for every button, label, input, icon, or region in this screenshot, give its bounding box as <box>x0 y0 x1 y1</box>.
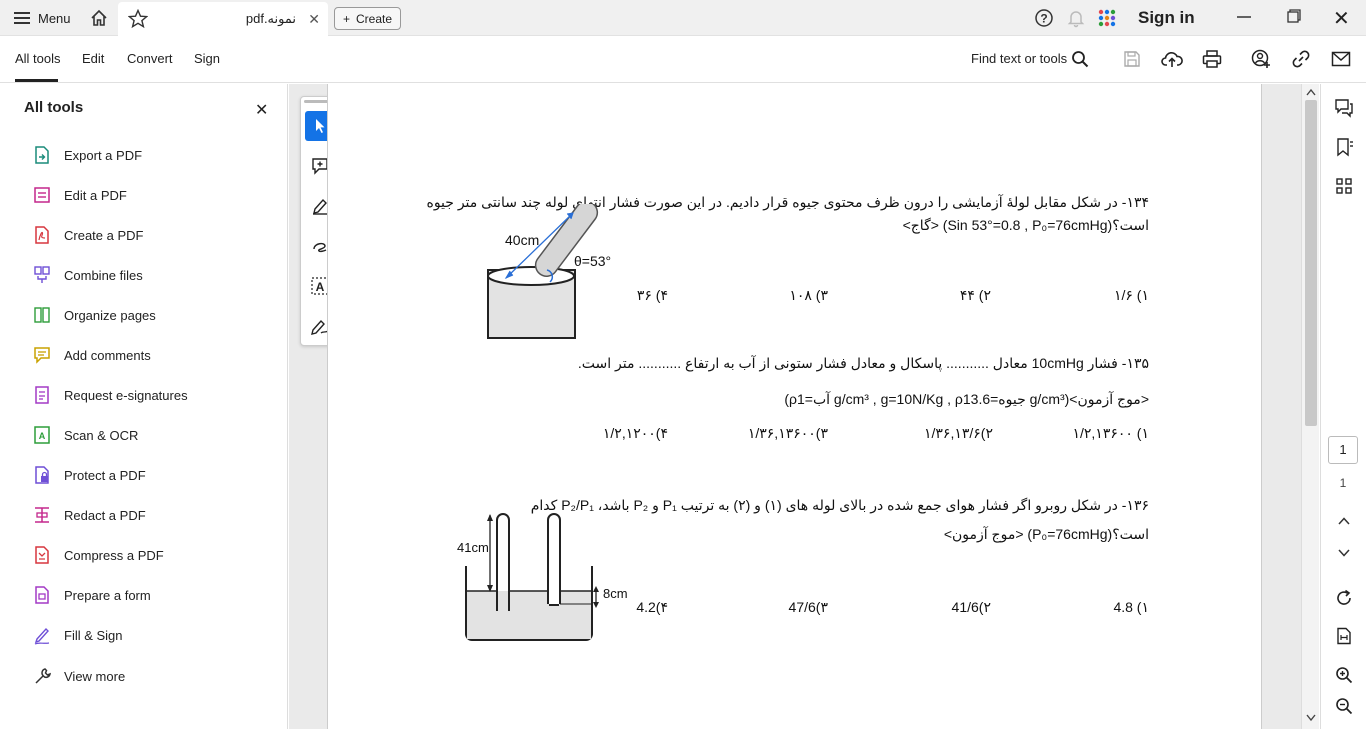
redact-pdf-icon <box>33 505 51 525</box>
comments-icon[interactable] <box>1333 97 1355 119</box>
q136-two-tubes-figure <box>456 506 636 646</box>
help-icon[interactable] <box>1034 8 1054 28</box>
print-icon[interactable] <box>1201 48 1223 70</box>
q136-option-1: ۱) 4.8 <box>1113 599 1149 615</box>
tool-label: Fill & Sign <box>64 627 123 643</box>
organize-pages-icon <box>33 305 51 325</box>
q136-option-2: ۲)41/6 <box>951 599 991 615</box>
title-bar <box>0 0 1366 36</box>
tool-label: Request e-signatures <box>64 387 188 403</box>
q136-line1: ۱۳۶- در شکل روبرو اگر فشار هوای جمع شده در بالای لوله های (۱) و (۲) به ترتیب P₁ و P₂ باشد، P₂/P₁ کدام <box>530 497 1149 513</box>
tool-label: Add comments <box>64 347 151 363</box>
fill-sign-icon <box>33 625 51 645</box>
main-toolbar <box>0 36 1366 83</box>
thumbnails-icon[interactable] <box>1333 175 1355 197</box>
total-pages: 1 <box>1339 476 1347 490</box>
tab-edit[interactable]: Edit <box>82 51 105 66</box>
scan-ocr-icon <box>33 425 51 445</box>
create-pdf-icon <box>33 225 51 245</box>
home-icon <box>90 9 108 27</box>
tool-create-pdf[interactable] <box>33 224 143 246</box>
apps-icon[interactable] <box>1098 9 1116 27</box>
document-tab[interactable] <box>118 2 328 36</box>
q134-option-4: ۴) ۳۶ <box>636 287 668 303</box>
document-viewport[interactable] <box>289 84 1301 729</box>
create-label: Create <box>356 11 393 26</box>
q136-option-3: ۳)47/6 <box>788 599 828 615</box>
next-page-icon[interactable] <box>1333 542 1355 564</box>
window-close-icon[interactable]: ✕ <box>1333 8 1350 30</box>
tool-add-comments[interactable] <box>33 344 151 366</box>
bookmarks-icon[interactable] <box>1333 136 1355 158</box>
combine-files-icon <box>33 265 51 285</box>
tool-fill-sign[interactable] <box>33 624 123 646</box>
q134-option-3: ۳) ۱۰۸ <box>789 287 828 303</box>
menu-label: Menu <box>38 10 71 26</box>
active-tab-indicator <box>15 79 58 82</box>
home-button[interactable] <box>86 6 112 30</box>
share-user-icon[interactable] <box>1250 48 1272 70</box>
tool-view-more[interactable] <box>33 665 125 687</box>
q134-line1: ۱۳۴- در شکل مقابل لولهٔ آزمایشی را درون ظرف محتوی جیوه قرار دادیم. در این صورت فشار انتهای لوله چند سانتی متر جیوه <box>426 194 1149 210</box>
link-icon[interactable] <box>1290 48 1312 70</box>
scroll-up-icon[interactable] <box>1306 88 1316 96</box>
zoom-out-icon[interactable] <box>1333 695 1355 717</box>
svg-text:?: ? <box>1040 11 1048 26</box>
search-icon[interactable] <box>1069 48 1091 70</box>
scroll-down-icon[interactable] <box>1306 714 1316 722</box>
q135-line1: ۱۳۵- فشار 10cmHg معادل ........... پاسکال و معادل فشار ستونی از آب به ارتفاع ........... متر است. <box>577 355 1149 371</box>
pdf-page <box>327 84 1262 729</box>
tab-title: نمونه.pdf <box>245 11 296 26</box>
upload-cloud-icon[interactable] <box>1161 48 1183 70</box>
tool-export-pdf[interactable] <box>33 144 142 166</box>
star-icon[interactable] <box>128 9 148 29</box>
tool-request-esignatures[interactable] <box>33 384 188 406</box>
tool-label: Combine files <box>64 267 143 283</box>
tool-protect-pdf[interactable] <box>33 464 146 486</box>
request-esignatures-icon <box>33 385 51 405</box>
edit-pdf-icon <box>33 185 51 205</box>
q136-option-4: ۴)4.2 <box>636 599 668 615</box>
tool-label: View more <box>64 668 126 684</box>
q136-height1-label: 41cm <box>457 540 489 555</box>
tool-edit-pdf[interactable] <box>33 184 127 206</box>
create-button[interactable] <box>334 7 401 30</box>
close-tab-icon[interactable]: ✕ <box>308 11 320 27</box>
q135-option-1: ۱) ۱/۲,۱۳۶۰۰ <box>1072 425 1149 441</box>
sign-in-link[interactable]: Sign in <box>1138 8 1195 27</box>
tool-label: Protect a PDF <box>64 467 146 483</box>
q134-line2: است؟(Sin 53°=0.8 , P₀=76cmHg) <گاج> <box>902 217 1149 233</box>
export-pdf-icon <box>33 145 51 165</box>
q134-length-label: 40cm <box>505 232 540 248</box>
tool-label: Organize pages <box>64 307 156 323</box>
email-icon[interactable] <box>1330 48 1352 70</box>
close-panel-icon[interactable]: ✕ <box>255 102 269 119</box>
all-tools-panel <box>0 84 288 729</box>
minimize-icon[interactable] <box>1236 8 1252 24</box>
cursor-arrow-icon <box>312 117 328 135</box>
tool-combine-files[interactable] <box>33 264 143 286</box>
tool-label: Scan & OCR <box>64 427 139 443</box>
tab-all-tools[interactable]: All tools <box>15 51 61 66</box>
tool-label: Export a PDF <box>64 147 143 163</box>
tool-label: Prepare a form <box>64 587 151 603</box>
q135-option-3: ۳)۱/۳۶,۱۳۶۰۰ <box>747 425 828 441</box>
right-rail <box>1320 84 1366 729</box>
q134-angle-label: θ=53° <box>574 253 612 269</box>
add-comments-icon <box>33 345 51 365</box>
q136-line2: است؟(P₀=76cmHg) <موج آزمون> <box>943 526 1149 542</box>
plus-icon: + <box>343 11 351 26</box>
tool-compress-pdf[interactable] <box>33 544 164 566</box>
q135-option-2: ۲)۱/۳۶,۱۳/۶ <box>924 425 993 441</box>
tool-scan-ocr[interactable] <box>33 424 138 446</box>
tool-redact-pdf[interactable] <box>33 504 146 526</box>
q134-tube-figure <box>478 204 628 344</box>
q134-option-2: ۲) ۴۴ <box>959 287 991 303</box>
current-page-input[interactable]: 1 <box>1328 436 1358 464</box>
tool-label: Compress a PDF <box>64 547 164 563</box>
q134-option-1: ۱) ۱/۶ <box>1113 287 1149 303</box>
hamburger-icon <box>14 11 30 25</box>
tool-label: Create a PDF <box>64 227 144 243</box>
tool-label: Edit a PDF <box>64 187 127 203</box>
previous-page-icon[interactable] <box>1333 510 1355 532</box>
q135-line2: (ρآب=1 g/cm³ , g=10N/Kg , ρجیوه=13.6 g/cm³)<موج آزمون> <box>784 391 1149 407</box>
tab-convert[interactable]: Convert <box>127 51 173 66</box>
svg-text:A: A <box>315 280 325 294</box>
rotate-icon[interactable] <box>1333 587 1355 609</box>
notifications-icon[interactable] <box>1066 8 1086 28</box>
tab-sign[interactable]: Sign <box>194 51 221 66</box>
q135-option-4: ۴)۱/۲,۱۲۰۰ <box>602 425 668 441</box>
q136-height2-label: 8cm <box>603 586 628 601</box>
scrollbar-thumb[interactable] <box>1305 100 1317 426</box>
tool-organize-pages[interactable] <box>33 304 156 326</box>
menu-button[interactable] <box>8 6 77 30</box>
panel-title: All tools <box>24 99 84 116</box>
zoom-in-icon[interactable] <box>1333 664 1355 686</box>
tool-label: Redact a PDF <box>64 507 146 523</box>
vertical-scrollbar[interactable] <box>1301 84 1319 729</box>
page-fit-icon[interactable] <box>1333 625 1355 647</box>
compress-pdf-icon <box>33 545 51 565</box>
protect-pdf-icon <box>33 465 51 485</box>
save-icon[interactable] <box>1121 48 1143 70</box>
svg-text:A: A <box>38 431 46 441</box>
restore-icon[interactable] <box>1286 8 1302 24</box>
prepare-form-icon <box>33 585 51 605</box>
find-text-or-tools[interactable]: Find text or tools <box>971 51 1068 66</box>
tool-prepare-form[interactable] <box>33 584 151 606</box>
wrench-icon <box>33 666 51 686</box>
